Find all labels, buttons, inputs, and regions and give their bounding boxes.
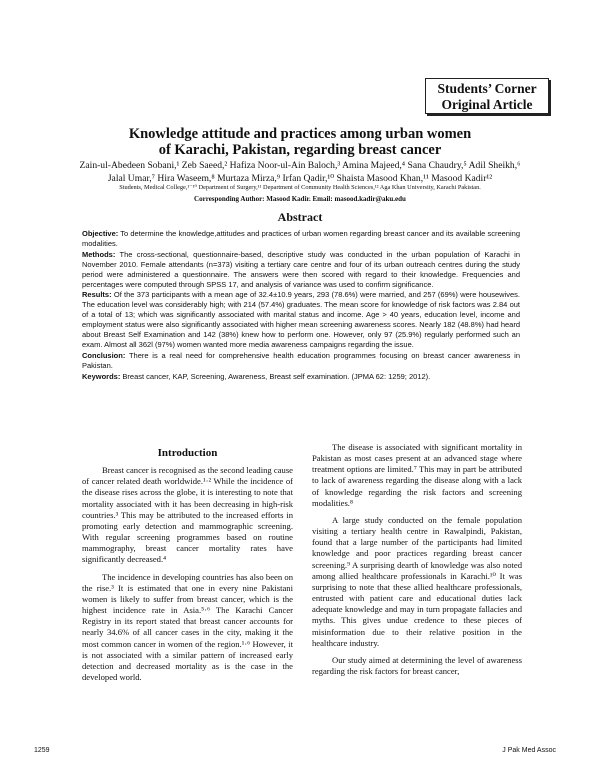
- page-number: 1259: [34, 747, 50, 754]
- authors-line1: Zain-ul-Abedeen Sobani,¹ Zeb Saeed,² Hafiza Noor-ul-Ain Baloch,³ Amina Majeed,⁴ Sana Chaudry,⁵ Adil Sheikh,⁶: [79, 160, 521, 171]
- intro-paragraph-3: The disease is associated with significant mortality in Pakistan as most cases present at an advanced stage where treatment options are limited.⁷ This may in part be attributed to lack of awareness regarding the disease along with a lack of knowledge regarding the risk factors and screening modalities.⁸: [312, 442, 522, 508]
- corresponding-author: Corresponding Author: Masood Kadir. Email: masood.kadir@aku.edu: [194, 195, 406, 203]
- abstract-keywords: Keywords: Breast cancer, KAP, Screening, Awareness, Breast self examination. (JPMA 62: 1259; 2012).: [82, 371, 431, 381]
- intro-paragraph-4: A large study conducted on the female population visiting a tertiary health centre in Rawalpindi, Pakistan, found that a large number of the participants had limited knowledge and poor practices regarding breast cancer screening.⁹ A surprising dearth of knowledge was also noted among allied healthcare professionals in Karachi.¹⁰ It was surprising to note that these allied healthcare professionals, entrusted with patient care and educational duties lack adequate knowledge and may in turn propagate fallacies and myths. This gives undue credence to these pieces of misinformation due to their relative position in the healthcare industry.: [312, 514, 522, 648]
- intro-paragraph-2: The incidence in developing countries has also been on the rise.³ It is estimated that one in every nine Pakistani women is likely to suffer from breast cancer, which is the highest incidence rate in Asia.⁵·⁶ The Karachi Cancer Registry in its report stated that breast cancer accounts for nearly 34.6% of all cancer cases in the city, making it the most common cancer in women of the region.¹·⁶ However, it is not associated with a similar pattern of increased early detection and decreased mortality as is the case in the developed world.: [82, 571, 293, 682]
- paper-title: [60, 126, 540, 158]
- corner-line2: Original Article: [441, 97, 533, 112]
- abstract-results: Results: Of the 373 participants with a mean age of 32.4±10.9 years, 293 (78.6%) were married, and 257 (69%) were housewives. The education level was considerably high; with 214 (57.4%) graduates. The mean score for knowledge of risk factors was 2.84 out of a total of 13; which was significantly associated with marital status and income. Age > 40 years, education level, income and employment status were also significantly associated with higher mean screening awareness scores. Nearly 182 (48.8%) had heard about Breast Self Examination and 142 (38%) knew how to perform one. However, only 97 (25.9%) regularly performed such an exam. Almost all 362l (97%) women wanted more media awareness campaigns regarding the issue.: [82, 290, 520, 349]
- author-list: [40, 160, 560, 185]
- title-line2: of Karachi, Pakistan, regarding breast cancer: [158, 142, 442, 158]
- abstract-objective: Objective: To determine the knowledge,attitudes and practices of urban women regarding breast cancer and its available screening modalities.: [82, 229, 520, 248]
- abstract-conclusion: Conclusion: There is a real need for comprehensive health education programmes focusing on breast cancer awareness in Pakistan.: [82, 350, 520, 370]
- left-column: [82, 448, 293, 689]
- title-line1: Knowledge attitude and practices among urban women: [128, 126, 472, 142]
- affiliation: Students, Medical College,¹⁻¹⁰ Department of Surgery,¹¹ Department of Community Health Sciences,¹² Aga Khan University, Karachi Pakistan.: [119, 184, 481, 191]
- authors-line2: Jalal Umar,⁷ Hira Waseem,⁸ Murtaza Mirza,⁹ Irfan Qadir,¹⁰ Shaista Masood Khan,¹¹ Masood Kadir¹²: [107, 172, 493, 184]
- corner-line1: Students’ Corner: [437, 81, 537, 96]
- abstract-heading: Abstract: [277, 210, 323, 224]
- introduction-heading: Introduction: [157, 447, 218, 459]
- right-column: [312, 442, 522, 683]
- article-type-box: [425, 78, 549, 114]
- abstract-methods: Methods: The cross-sectional, questionnaire-based, descriptive study was conducted in the urban population of Karachi in November 2010. Female attendants (n=373) visiting a tertiary care centre and four of its urban outreach centres during the study period were administered a questionnaire. The answers were then scored with regard to their knowledge. Frequencies and percentages were computed through SPSS 17, and analysis of variance was used to confirm significance.: [82, 249, 520, 289]
- abstract-body: [82, 229, 520, 383]
- intro-paragraph-5: Our study aimed at determining the level of awareness regarding the risk factors for breast cancer,: [312, 654, 522, 676]
- intro-paragraph-1: Breast cancer is recognised as the second leading cause of cancer related death worldwide.¹·² While the incidence of the disease rises across the globe, it is interesting to note that mortality associated with it has been decreasing in high-risk countries.³ This may be attributed to the increased efforts in promoting early detection and mammographic screening. With regular screening programmes based on routine mammography, breast cancer mortality rates have significantly decreased.⁴: [82, 465, 293, 565]
- journal-name: J Pak Med Assoc: [502, 747, 556, 754]
